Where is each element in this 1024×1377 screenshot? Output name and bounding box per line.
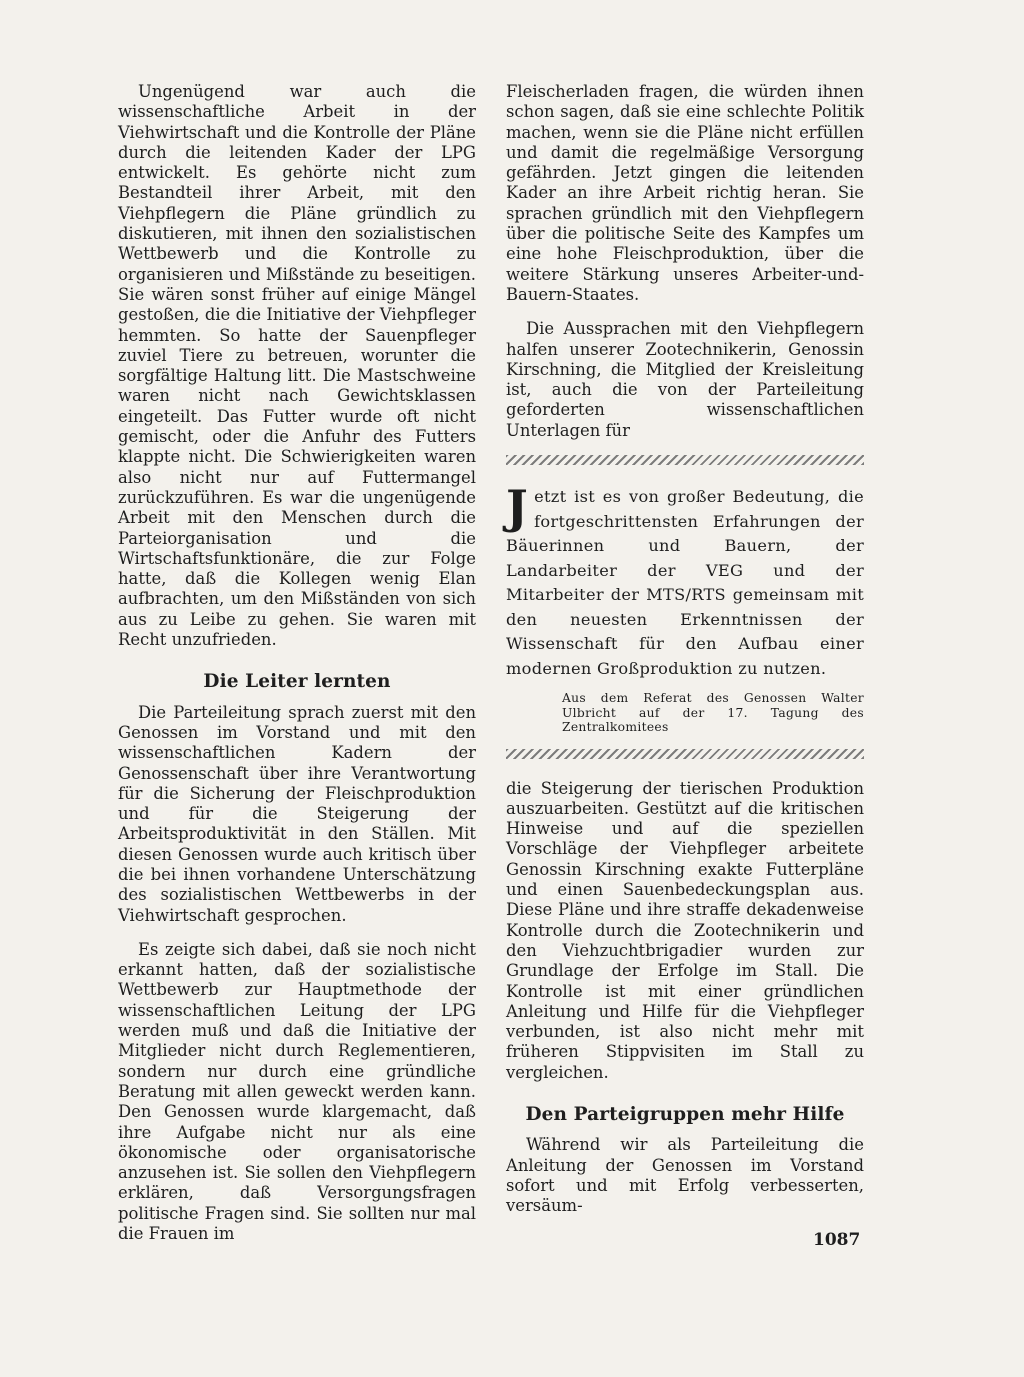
paragraph: Ungenügend war auch die wissenschaftliche Arbeit in der Viehwirtschaft und die Kontrolle der Pläne durch die leitenden Kader der LPG entwickelt. Es gehörte nicht zum Bestandteil ihrer Arbeit, mit den Viehpflegern die Pläne gründlich zu diskutieren, mit ihnen den sozialistischen Wettbewerb und die Kontrolle zu organisieren und Mißstände zu beseitigen. Sie wären sonst früher auf einige Mängel gestoßen, die die Initiative der Viehpfleger hemmten. So hatte der Sauenpfleger zuviel Tiere zu betreuen, worunter die sorgfältige Haltung litt. Die Mastschweine waren nicht nach Gewichtsklassen eingeteilt. Das Futter wurde oft nicht gemischt, oder die Anfuhr des Futters klappte nicht. Die Schwierigkeiten waren also nicht nur auf Futtermangel zurückzuführen. Es war die ungenügende Arbeit mit den Menschen durch die Parteiorganisation und die Wirtschaftsfunktionäre, die zur Folge hatte, daß die Kollegen wenig Elan aufbrachten, um den Mißständen von sich aus zu Leibe zu gehen. Sie waren mit Recht unzufrieden.: [118, 82, 476, 650]
left-column: [118, 82, 476, 1258]
drop-cap: J: [506, 480, 529, 535]
paragraph: Es zeigte sich dabei, daß sie noch nicht erkannt hatten, daß der sozialistische Wettbewerb zur Hauptmethode der wissenschaftlichen Leitung der LPG werden muß und daß die Initiative der Mitglieder nicht durch Reglementieren, sondern nur durch eine gründliche Beratung mit allen geweckt werden kann. Den Genossen wurde klargemacht, daß ihre Aufgabe nicht nur als eine ökonomische oder organisatorische anzusehen ist. Sie sollen den Viehpflegern erklären, daß Versorgungsfragen politische Fragen sind. Sie sollten nur mal die Frauen im: [118, 939, 476, 1244]
paragraph: Fleischerladen fragen, die würden ihnen schon sagen, daß sie eine schlechte Politik machen, wenn sie die Pläne nicht erfüllen und damit die regelmäßige Versorgung gefährden. Jetzt gingen die leitenden Kader an ihre Arbeit richtig heran. Sie sprachen gründlich mit den Viehpflegern über die politische Seite des Kampfes um eine hohe Fleischproduktion, über die weitere Stärkung unseres Arbeiter-und-Bauern-Staates.: [506, 82, 864, 304]
quote-box: [506, 480, 864, 735]
paragraph: die Steigerung der tierischen Produktion auszuarbeiten. Gestützt auf die kritischen Hinweise und auf die speziellen Vorschläge der Viehpfleger arbeitete Genossin Kirschning exakte Futterpläne und einen Sauenbedeckungsplan aus. Diese Pläne und ihre straffe dekadenweise Kontrolle durch die Zootechnikerin und den Viehzuchtbrigadier wurden zur Grundlage der Erfolge im Stall. Die Kontrolle ist mit einer gründlichen Anleitung und Hilfe für die Viehpfleger verbunden, ist also nicht mehr mit früheren Stippvisiten im Stall zu vergleichen.: [506, 778, 864, 1082]
quote-text: etzt ist es von großer Bedeutung, die fortgeschrittensten Erfahrungen der Bäuerinnen und Bauern, der Landarbeiter der VEG und der Mitarbeiter der MTS/RTS gemeinsam mit den neuesten Erkenntnissen der Wissenschaft für den Aufbau einer modernen Großproduktion zu nutzen.: [506, 487, 864, 678]
page-number: 1087: [813, 1230, 861, 1250]
paragraph: Die Parteileitung sprach zuerst mit den Genossen im Vorstand und mit den wissenschaftlichen Kadern der Genossenschaft über ihre Verantwortung für die Sicherung der Fleischproduktion und für die Steigerung der Arbeitsproduktivität in den Ställen. Mit diesen Genossen wurde auch kritisch über die bei ihnen vorhandene Unterschätzung des sozialistischen Wettbewerbs in der Viehwirtschaft gesprochen.: [118, 702, 476, 925]
paragraph: Während wir als Parteileitung die Anleitung der Genossen im Vorstand sofort und mit Erfolg verbesserten, versäum-: [506, 1135, 864, 1216]
paragraph: Die Aussprachen mit den Viehpflegern halfen unserer Zootechnikerin, Genossin Kirschning, die Mitglied der Kreisleitung ist, auch die von der Parteileitung geforderten wissenschaftlichen Unterlagen für: [506, 319, 864, 440]
quote-attribution: Aus dem Referat des Genossen Walter Ulbricht auf der 17. Tagung des Zentralkomitees: [562, 691, 864, 735]
ornamental-divider-bottom: [506, 749, 864, 759]
section-heading: Die Leiter lernten: [203, 671, 391, 693]
ornamental-divider-top: [506, 455, 864, 465]
section-heading: Den Parteigruppen mehr Hilfe: [525, 1104, 845, 1125]
right-column: [506, 82, 864, 1230]
